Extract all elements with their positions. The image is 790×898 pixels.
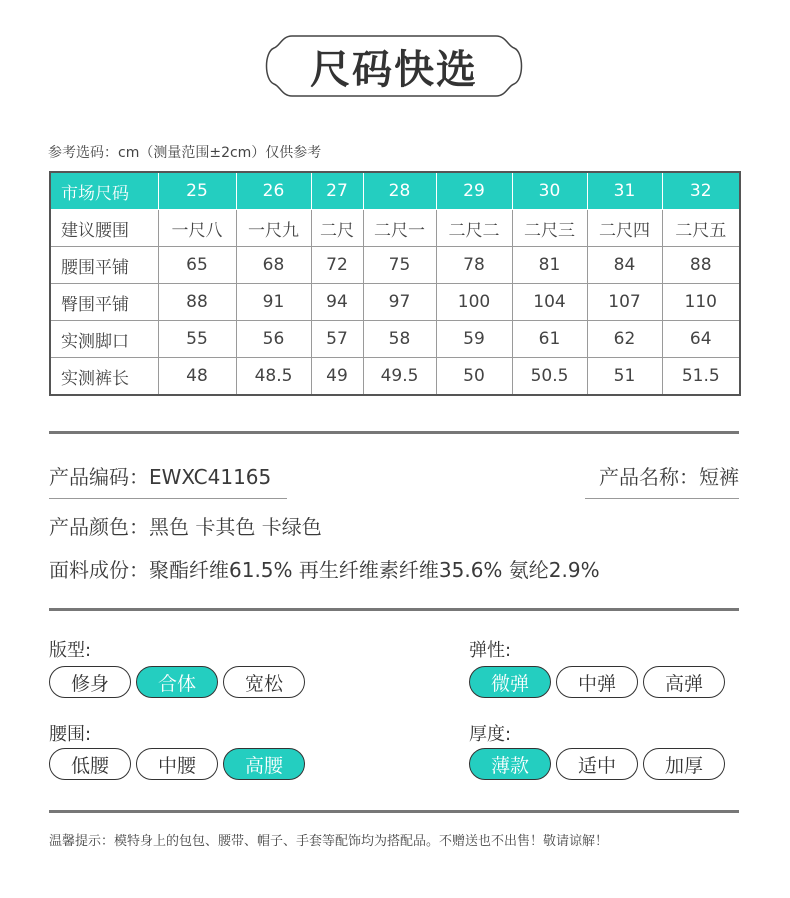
fit-option-slim: 修身	[49, 666, 131, 698]
product-name-value: 短裤	[699, 465, 739, 489]
table-header-row	[50, 172, 740, 210]
table-cell: 二尺五	[662, 210, 740, 247]
table-cell: 49.5	[363, 358, 436, 396]
table-row	[50, 321, 740, 358]
table-cell: 一尺八	[158, 210, 236, 247]
thickness-label: 厚度:	[469, 724, 512, 745]
table-cell: 64	[662, 321, 740, 358]
table-row	[50, 247, 740, 284]
table-header-cell: 27	[311, 172, 363, 210]
title-badge	[262, 34, 526, 98]
table-cell: 88	[158, 284, 236, 321]
table-cell: 50.5	[512, 358, 587, 396]
product-material-label: 面料成份：	[49, 558, 149, 582]
table-row-label: 实测裤长	[50, 358, 158, 396]
table-cell: 二尺一	[363, 210, 436, 247]
table-header-cell: 30	[512, 172, 587, 210]
waist-option-high: 高腰	[223, 748, 305, 780]
table-cell: 110	[662, 284, 740, 321]
table-row	[50, 358, 740, 396]
table-row-label: 实测脚口	[50, 321, 158, 358]
table-row-label: 建议腰围	[50, 210, 158, 247]
table-cell: 48	[158, 358, 236, 396]
product-code	[49, 461, 271, 490]
product-color-value: 黑色 卡其色 卡绿色	[149, 515, 322, 539]
reference-note: 参考选码：cm（测量范围±2cm）仅供参考	[48, 145, 322, 161]
table-cell: 50	[436, 358, 512, 396]
product-code-underline	[49, 498, 287, 499]
fit-option-loose: 宽松	[223, 666, 305, 698]
table-row-label: 臀围平铺	[50, 284, 158, 321]
fit-label: 版型:	[49, 640, 92, 661]
table-cell: 二尺	[311, 210, 363, 247]
thickness-option-thin: 薄款	[469, 748, 551, 780]
table-cell: 56	[236, 321, 311, 358]
product-color	[49, 511, 322, 540]
table-header-cell: 31	[587, 172, 662, 210]
table-cell: 81	[512, 247, 587, 284]
table-cell: 94	[311, 284, 363, 321]
table-cell: 75	[363, 247, 436, 284]
table-header-cell: 29	[436, 172, 512, 210]
table-cell: 88	[662, 247, 740, 284]
divider	[49, 810, 739, 813]
table-cell: 97	[363, 284, 436, 321]
table-row	[50, 210, 740, 247]
product-name-underline	[585, 498, 739, 499]
table-cell: 107	[587, 284, 662, 321]
table-cell: 二尺二	[436, 210, 512, 247]
table-header-cell: 25	[158, 172, 236, 210]
table-cell: 84	[587, 247, 662, 284]
table-cell: 100	[436, 284, 512, 321]
table-cell: 二尺四	[587, 210, 662, 247]
table-cell: 二尺三	[512, 210, 587, 247]
table-cell: 65	[158, 247, 236, 284]
table-cell: 58	[363, 321, 436, 358]
table-cell: 104	[512, 284, 587, 321]
table-header-cell: 26	[236, 172, 311, 210]
product-material-value: 聚酯纤维61.5% 再生纤维素纤维35.6% 氨纶2.9%	[149, 558, 600, 582]
table-cell: 51.5	[662, 358, 740, 396]
table-cell: 48.5	[236, 358, 311, 396]
table-cell: 59	[436, 321, 512, 358]
product-name-label: 产品名称：	[599, 465, 699, 489]
table-header-cell: 市场尺码	[50, 172, 158, 210]
table-cell: 91	[236, 284, 311, 321]
table-row-label: 腰围平铺	[50, 247, 158, 284]
waist-option-mid: 中腰	[136, 748, 218, 780]
table-header-cell: 32	[662, 172, 740, 210]
waist-label: 腰围:	[49, 724, 92, 745]
elasticity-option-slight: 微弹	[469, 666, 551, 698]
product-material	[49, 554, 600, 583]
thickness-option-medium: 适中	[556, 748, 638, 780]
size-table	[49, 171, 741, 396]
page-title: 尺码快选	[310, 46, 478, 93]
elasticity-option-high: 高弹	[643, 666, 725, 698]
table-row	[50, 284, 740, 321]
elasticity-label: 弹性:	[469, 640, 512, 661]
table-cell: 61	[512, 321, 587, 358]
table-cell: 55	[158, 321, 236, 358]
product-code-value: EWXC41165	[149, 465, 272, 489]
divider	[49, 431, 739, 434]
table-cell: 一尺九	[236, 210, 311, 247]
table-cell: 68	[236, 247, 311, 284]
table-cell: 57	[311, 321, 363, 358]
divider	[49, 608, 739, 611]
table-cell: 49	[311, 358, 363, 396]
table-cell: 72	[311, 247, 363, 284]
product-code-label: 产品编码：	[49, 465, 149, 489]
product-name	[599, 461, 739, 490]
waist-option-low: 低腰	[49, 748, 131, 780]
footer-note: 温馨提示：模特身上的包包、腰带、帽子、手套等配饰均为搭配品。不赠送也不出售！敬请谅解！	[49, 834, 609, 849]
fit-option-regular: 合体	[136, 666, 218, 698]
table-header-cell: 28	[363, 172, 436, 210]
table-cell: 78	[436, 247, 512, 284]
table-cell: 62	[587, 321, 662, 358]
thickness-option-thick: 加厚	[643, 748, 725, 780]
product-color-label: 产品颜色：	[49, 515, 149, 539]
elasticity-option-medium: 中弹	[556, 666, 638, 698]
table-cell: 51	[587, 358, 662, 396]
